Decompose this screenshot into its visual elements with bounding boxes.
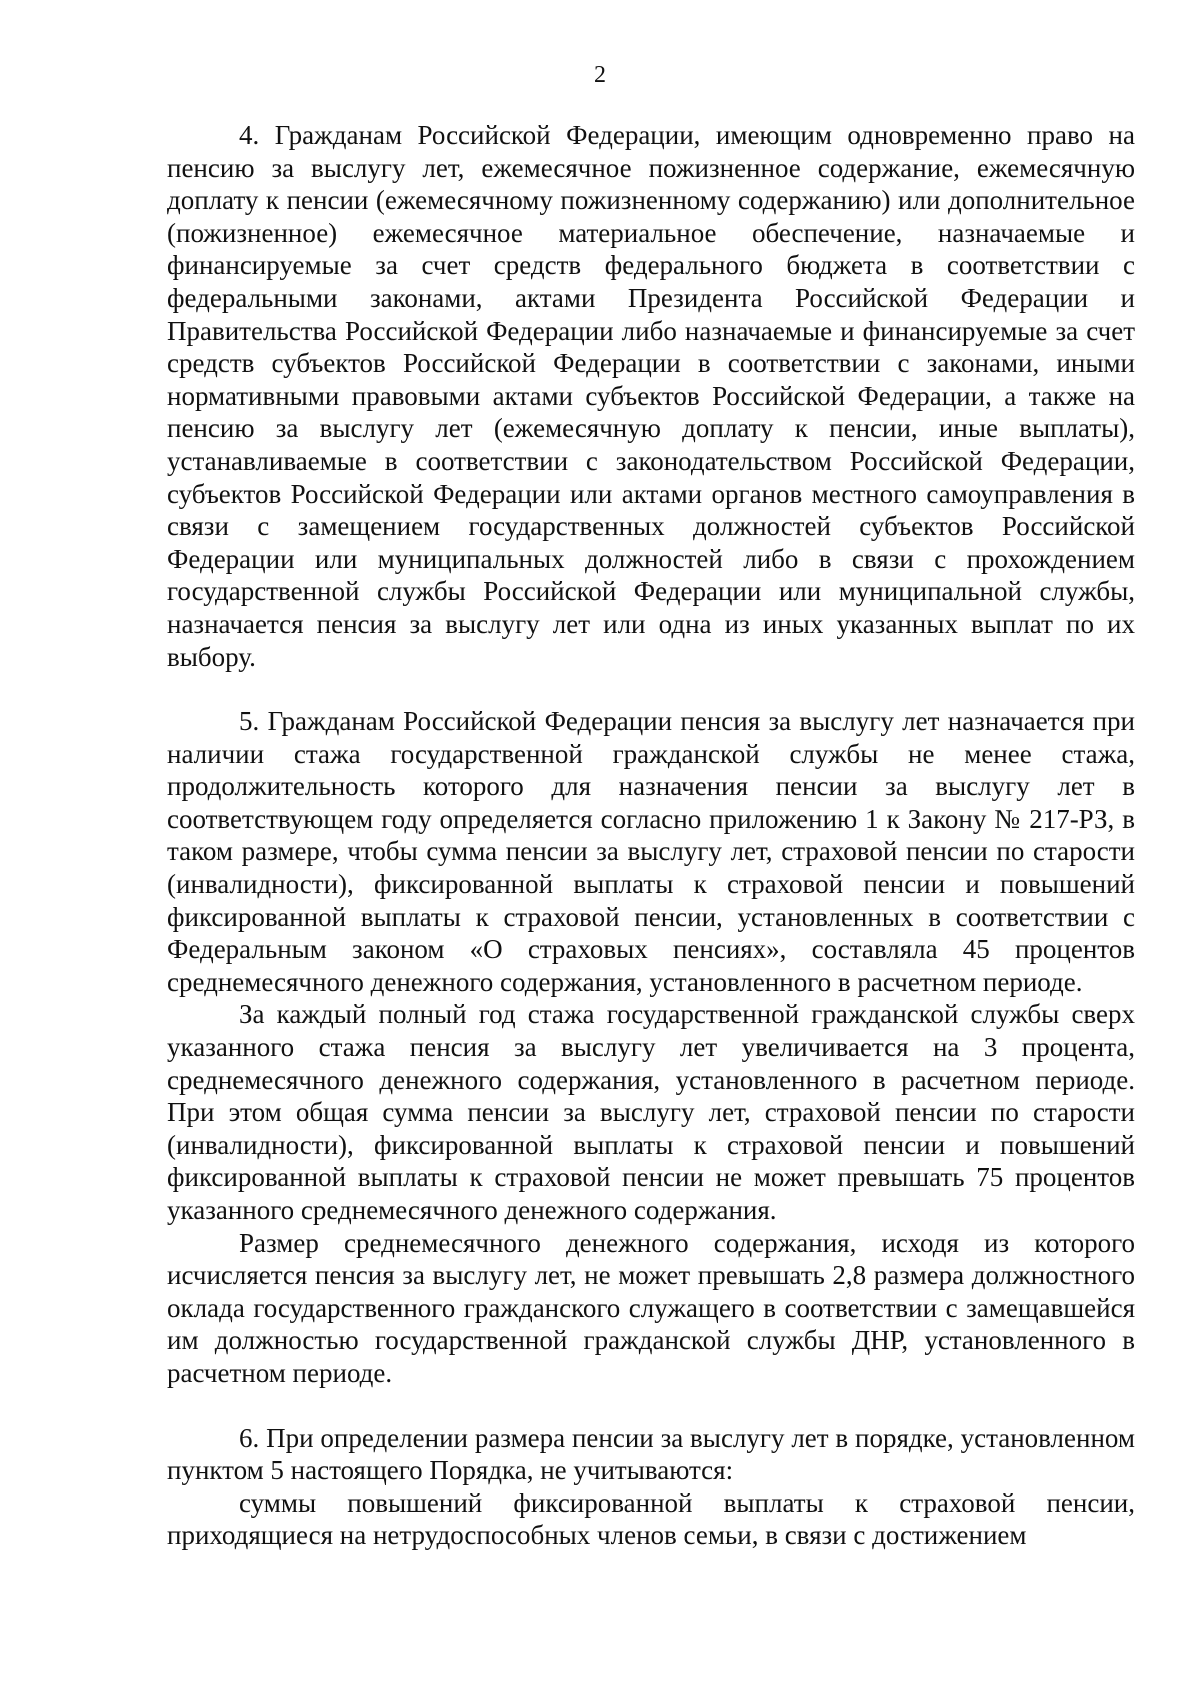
paragraph-5-part-3: Размер среднемесячного денежного содержания, исходя из которого исчисляется пенсия за выслугу лет, не может превышать 2,8 размера должностного оклада государственного гражданского служащего в соответствии с замещавшейся им должностью государственной гражданской службы ДНР, установленного в расчетном периоде. (167, 1227, 1135, 1388)
paragraph-5-part-2: За каждый полный год стажа государственной гражданской службы сверх указанного стажа пенсия за выслугу лет увеличивается на 3 процента, среднемесячного денежного содержания, установленного в расчетном периоде. При этом общая сумма пенсии за выслугу лет, страховой пенсии по старости (инвалидности), фиксированной выплаты к страховой пенсии и повышений фиксированной выплаты к страховой пенсии не может превышать 75 процентов указанного среднемесячного денежного содержания. (167, 999, 1135, 1225)
document-body (167, 119, 1135, 1552)
paragraph-6: 6. При определении размера пенсии за выслугу лет в порядке, установленном пунктом 5 настоящего Порядка, не учитываются: (167, 1422, 1135, 1486)
paragraph-4: 4. Гражданам Российской Федерации, имеющим одновременно право на пенсию за выслугу лет, ежемесячное пожизненное содержание, ежемесячную доплату к пенсии (ежемесячному пожизненному содержанию) или дополнительное (пожизненное) ежемесячное материальное обеспечение, назначаемые и финансируемые за счет средств федерального бюджета в соответствии с федеральными законами, актами Президента Российской Федерации и Правительства Российской Федерации либо назначаемые и финансируемые за счет средств субъектов Российской Федерации в соответствии с законами, иными нормативными правовыми актами субъектов Российской Федерации, а также на пенсию за выслугу лет (ежемесячную доплату к пенсии, иные выплаты), устанавливаемые в соответствии с законодательством Российской Федерации, субъектов Российской Федерации или актами органов местного самоуправления в связи с замещением государственных должностей субъектов Российской Федерации или муниципальных должностей либо в связи с прохождением государственной службы Российской Федерации или муниципальной службы, назначается пенсия за выслугу лет или одна из иных указанных выплат по их выбору. (167, 120, 1135, 672)
paragraph-5: 5. Гражданам Российской Федерации пенсия за выслугу лет назначается при наличии стажа государственной гражданской службы не менее стажа, продолжительность которого для назначения пенсии за выслугу лет в соответствующем году определяется согласно приложению 1 к Закону № 217-РЗ, в таком размере, чтобы сумма пенсии за выслугу лет, страховой пенсии по старости (инвалидности), фиксированной выплаты к страховой пенсии и повышений фиксированной выплаты к страховой пенсии, установленных в соответствии с Федеральным законом «О страховых пенсиях», составляла 45 процентов среднемесячного денежного содержания, установленного в расчетном периоде. (167, 706, 1135, 997)
paragraph-6-item: суммы повышений фиксированной выплаты к страховой пенсии, приходящиеся на нетрудоспособных членов семьи, в связи с достижением (167, 1487, 1135, 1551)
page-number: 2 (594, 62, 606, 88)
